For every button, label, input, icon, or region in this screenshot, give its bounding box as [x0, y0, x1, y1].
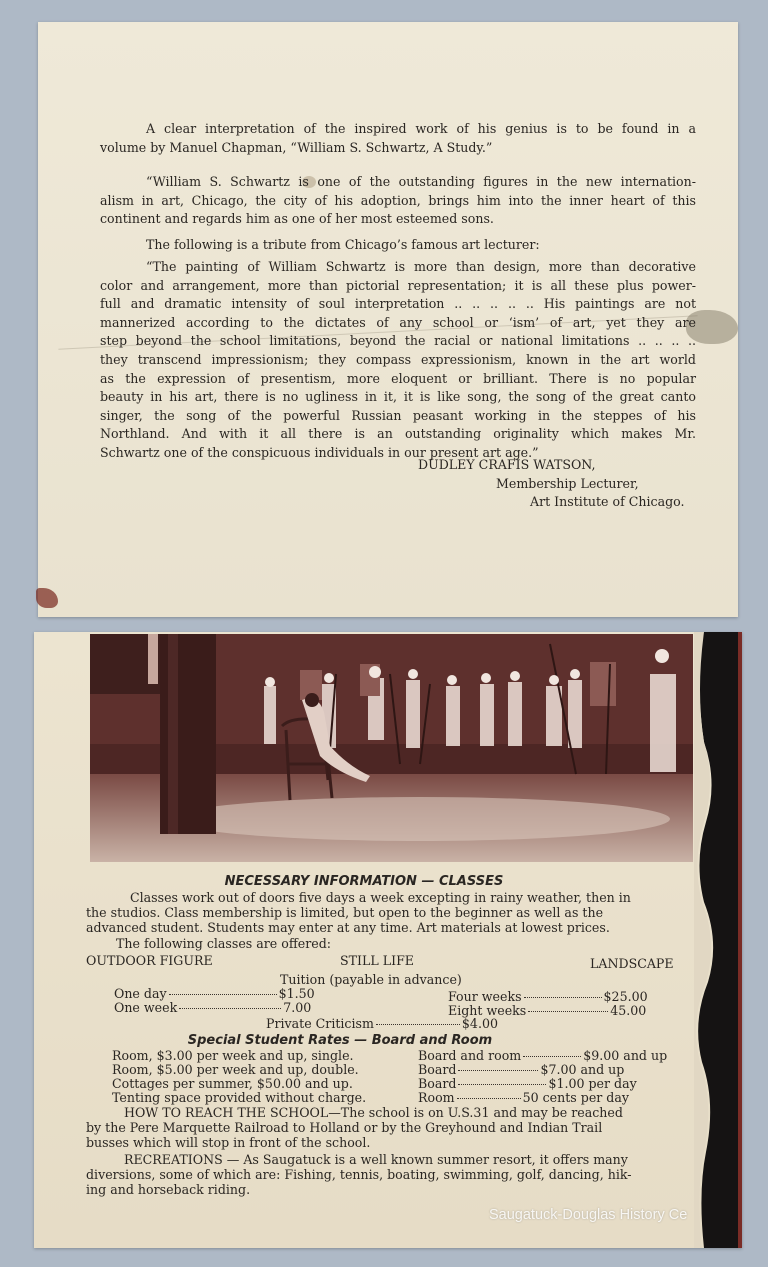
class-still-life: STILL LIFE: [340, 953, 415, 968]
tuition-price: 45.00: [610, 1003, 647, 1018]
rate-label: Board: [418, 1076, 457, 1091]
text-line: full and dramatic intensity of soul interpretation .. .. .. .. .. His paintings are not: [100, 296, 696, 312]
photo-illustration: [90, 634, 693, 862]
rate-line: Cottages per summer, $50.00 and up.: [112, 1076, 353, 1091]
paragraph-quote: [100, 258, 696, 463]
signature-role: Membership Lecturer,: [496, 475, 639, 491]
class-outdoor-figure: OUTDOOR FIGURE: [86, 953, 213, 968]
rate-price: 50 cents per day: [522, 1090, 629, 1105]
rate-row: [418, 1062, 624, 1077]
rate-label: Room: [418, 1090, 455, 1105]
text-line: color and arrangement, more than pictorial representation; it is all these plus power-: [100, 277, 696, 293]
text-line: Schwartz one of the conspicuous individuals in our present art age.”: [100, 444, 539, 460]
signature-name: DUDLEY CRAFIS WATSON,: [418, 457, 596, 472]
tuition-label: Eight weeks: [448, 1003, 527, 1018]
tuition-price: $25.00: [603, 989, 648, 1004]
text-line: Northland. And with it all there is an outstanding originality which makes Mr.: [100, 426, 696, 442]
tuition-label: Four weeks: [448, 989, 522, 1004]
reach-line: by the Pere Marquette Railroad to Holland or by the Greyhound and Indian Trail: [86, 1120, 603, 1135]
rate-row: [418, 1076, 637, 1091]
text-line: beauty in his art, there is no ugliness in it, it is like song, the song of the great canto: [100, 389, 696, 405]
intro-line: advanced student. Students may enter at any time. Art materials at lowest prices.: [86, 920, 610, 935]
intro-line: Classes work out of doors five days a week excepting in rainy weather, then in: [130, 890, 631, 905]
watermark: Saugatuck-Douglas History Ce: [489, 1207, 688, 1223]
text-line: singer, the song of the powerful Russian peasant working in the steppes of his: [100, 407, 696, 423]
paragraph-schwartz-figures: [100, 173, 696, 229]
torn-corner: [36, 588, 58, 608]
rate-line: Room, $3.00 per week and up, single.: [112, 1048, 354, 1063]
text-line: mannerized according to the dictates of any school or ‘ism’ of art, yet they are: [100, 314, 696, 330]
offered-line: The following classes are offered:: [116, 936, 332, 951]
rate-row: [418, 1090, 629, 1105]
paragraph-tribute-intro: [146, 236, 696, 255]
tuition-row: [114, 986, 315, 1001]
rate-label: Board: [418, 1062, 457, 1077]
tuition-price: 7.00: [283, 1000, 312, 1015]
rate-price: $9.00 and up: [583, 1048, 668, 1063]
tuition-title: Tuition (payable in advance): [280, 972, 462, 987]
tuition-label: One week: [114, 1000, 178, 1015]
signature-org: Art Institute of Chicago.: [530, 494, 685, 510]
class-landscape: LANDSCAPE: [590, 956, 674, 971]
recreations-line: diversions, some of which are: Fishing, tennis, boating, swimming, golf, dancing, hik-: [86, 1167, 632, 1182]
reach-line: HOW TO REACH THE SCHOOL—The school is on U.S.31 and may be reached: [124, 1105, 623, 1120]
text-line: alism in art, Chicago, the city of his adoption, brings him into the inner heart of this: [100, 192, 696, 208]
classes-heading: NECESSARY INFORMATION — CLASSES: [224, 874, 504, 889]
rate-label: Board and room: [418, 1048, 522, 1063]
text-line: A clear interpretation of the inspired work of his genius is to be found in a: [146, 121, 696, 136]
text-line: they transcend impressionism; they compass expressionism, known in the art world: [100, 351, 696, 367]
criticism-label: Private Criticism: [266, 1016, 374, 1031]
text-line: “William S. Schwartz is one of the outstanding figures in the new internation-: [146, 174, 696, 189]
letter-page: [38, 22, 738, 617]
recreations-line: ing and horseback riding.: [86, 1182, 251, 1197]
brochure-page: [34, 632, 742, 1248]
text-line: The following is a tribute from Chicago’s famous art lecturer:: [146, 237, 540, 252]
recreations-line: RECREATIONS — As Saugatuck is a well known summer resort, it offers many: [124, 1152, 628, 1167]
water-damage: [694, 632, 742, 1248]
outdoor-class-photo: [90, 634, 693, 862]
text-line: “The painting of William Schwartz is more than design, more than decorative: [146, 259, 696, 274]
tuition-price: $1.50: [278, 986, 315, 1001]
rate-line: Tenting space provided without charge.: [112, 1090, 367, 1105]
tuition-row: [448, 989, 648, 1004]
rate-line: Room, $5.00 per week and up, double.: [112, 1062, 359, 1077]
intro-line: the studios. Class membership is limited, but open to the beginner as well as the: [86, 905, 604, 920]
tuition-row: [114, 1000, 311, 1015]
criticism-price: $4.00: [461, 1016, 498, 1031]
text-line: as the expression of presentism, more eloquent or brilliant. There is no popular: [100, 370, 696, 386]
text-line: step beyond the school limitations, beyond the racial or national limitations .. .. .. ..: [100, 333, 696, 349]
text-line: continent and regards him as one of her most esteemed sons.: [100, 211, 494, 227]
rate-price: $7.00 and up: [540, 1062, 625, 1077]
criticism-row: [266, 1016, 498, 1031]
signature-block: [418, 456, 698, 512]
rate-price: $1.00 per day: [548, 1076, 637, 1091]
rates-heading: Special Student Rates — Board and Room: [187, 1033, 493, 1048]
reach-line: busses which will stop in front of the school.: [86, 1135, 371, 1150]
rate-row: [418, 1048, 667, 1063]
paragraph-chapman: [100, 120, 696, 157]
text-line: volume by Manuel Chapman, “William S. Schwartz, A Study.”: [100, 139, 493, 155]
tuition-label: One day: [114, 986, 167, 1001]
